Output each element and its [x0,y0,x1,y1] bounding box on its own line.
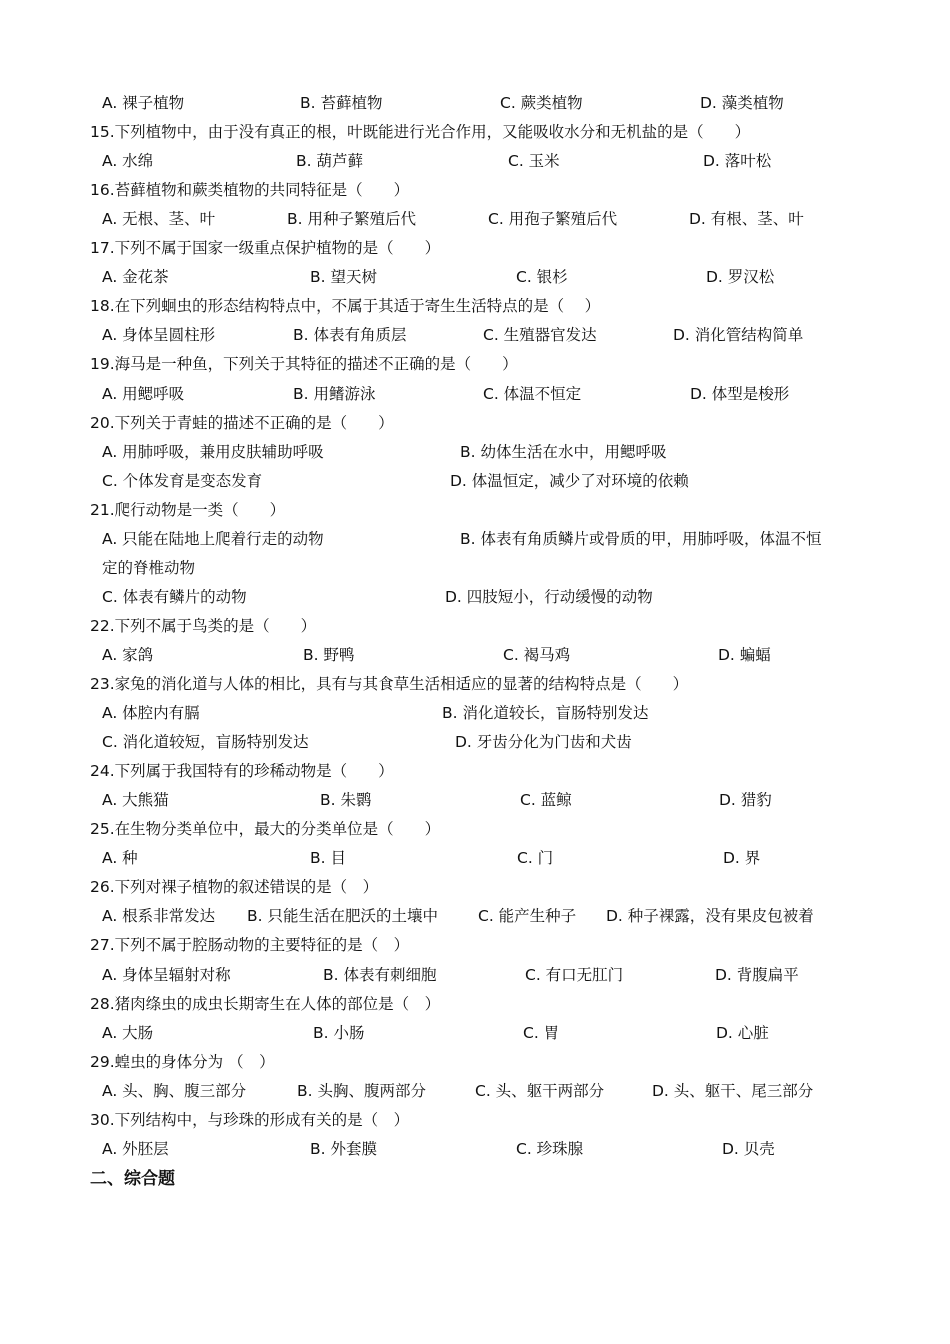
answer-option: A. 裸子植物 [102,94,185,112]
answer-option: A. 体腔内有膈 [102,704,200,723]
answer-option: B. 望天树 [310,268,377,287]
question-stem [0,1047,950,1077]
answer-option: A. 根系非常发达 [102,907,216,926]
answer-option: C. 能产生种子 [478,907,577,926]
answer-option: D. 蝙蝠 [718,645,771,664]
answer-option: B. 幼体生活在水中，用鳃呼吸 [460,442,667,461]
answer-option: B. 体表有角质鳞片或骨质的甲，用肺呼吸，体温不恒 [460,529,822,548]
answer-option: A. 用肺呼吸，兼用皮肤辅助呼吸 [102,442,324,461]
answer-option: A. 身体呈圆柱形 [102,326,216,345]
options-row [0,466,950,496]
question-stem [0,611,950,641]
answer-option: D. 体温恒定，减少了对环境的依赖 [450,471,689,490]
options-row [0,1018,950,1048]
question-text: 29.蝗虫的身体分为 （ ） [90,1052,275,1071]
question-text: 26.下列对裸子植物的叙述错误的是（ ） [90,878,379,897]
options-row [0,204,950,234]
options-row [0,960,950,990]
answer-option: B. 用鳍游泳 [293,384,376,403]
question-text: 17.下列不属于国家一级重点保护植物的是（ ） [90,239,441,258]
answer-option: A. 大肠 [102,1023,154,1042]
answer-option: C. 有口无肛门 [525,965,624,984]
question-text: 19.海马是一种鱼，下列关于其特征的描述不正确的是（ ） [90,355,518,374]
answer-option: D. 心脏 [716,1023,769,1042]
answer-option: C. 体温不恒定 [483,384,582,403]
question-stem [0,669,950,699]
question-stem [0,989,950,1019]
answer-option: A. 家鸽 [102,645,154,664]
answer-option: A. 水绵 [102,152,154,171]
question-stem [0,291,950,321]
answer-option: C. 蓝鲸 [520,791,572,810]
answer-option: D. 猎豹 [719,791,772,810]
answer-option: B. 消化道较长，盲肠特别发达 [442,704,649,723]
options-row [0,582,950,612]
answer-option: D. 落叶松 [703,152,772,171]
options-row [0,901,950,931]
options-row [0,698,950,728]
question-text: 15.下列植物中，由于没有真正的根，叶既能进行光合作用，又能吸收水分和无机盐的是（ ） [90,123,751,142]
options-row [0,262,950,292]
answer-option: C. 银杉 [516,268,568,287]
answer-option: B. 用种子繁殖后代 [287,210,416,229]
options-row [0,785,950,815]
question-text: 30.下列结构中，与珍珠的形成有关的是（ ） [90,1110,410,1129]
answer-option: C. 体表有鳞片的动物 [102,587,247,606]
question-text: 21.爬行动物是一类（ ） [90,500,286,519]
question-text: 22.下列不属于鸟类的是（ ） [90,616,317,635]
options-row [0,524,950,554]
answer-option: C. 个体发育是变态发育 [102,471,263,490]
answer-option: A. 身体呈辐射对称 [102,965,231,984]
answer-option: A. 种 [102,849,138,868]
option-continuation [0,553,950,583]
answer-option: D. 四肢短小，行动缓慢的动物 [445,587,653,606]
options-row [0,379,950,409]
question-stem [0,175,950,205]
answer-option: D. 体型是梭形 [690,384,790,403]
options-row [0,640,950,670]
options-row [0,1076,950,1106]
question-text: 20.下列关于青蛙的描述不正确的是（ ） [90,413,394,432]
question-stem [0,117,950,147]
options-row [0,437,950,467]
question-stem [0,930,950,960]
question-stem [0,814,950,844]
answer-option: B. 头胸、腹两部分 [297,1081,426,1100]
answer-option: C. 蕨类植物 [500,94,583,112]
options-row [0,88,950,118]
answer-option: D. 藻类植物 [700,94,784,112]
question-stem [0,1105,950,1135]
answer-option: B. 体表有刺细胞 [323,965,437,984]
answer-option: C. 消化道较短，盲肠特别发达 [102,733,309,752]
answer-option: A. 头、胸、腹三部分 [102,1081,247,1100]
answer-option: C. 褐马鸡 [503,645,571,664]
answer-option: B. 只能生活在肥沃的土壤中 [247,907,438,926]
answer-option: D. 种子裸露，没有果皮包被着 [606,907,814,926]
question-stem [0,495,950,525]
question-text: 18.在下列蛔虫的形态结构特点中，不属于其适于寄生生活特点的是（ ） [90,297,601,316]
section-title: 二、综合题 [90,1169,175,1189]
answer-option: D. 背腹扁平 [715,965,799,984]
question-stem [0,233,950,263]
answer-option: D. 界 [723,849,761,868]
question-stem [0,349,950,379]
question-text: 27.下列不属于腔肠动物的主要特征的是（ ） [90,936,410,955]
options-row [0,320,950,350]
option-continuation-text: 定的脊椎动物 [102,558,196,577]
answer-option: A. 只能在陆地上爬着行走的动物 [102,529,324,548]
answer-option: C. 胃 [523,1023,560,1042]
answer-option: C. 珍珠腺 [516,1139,584,1158]
answer-option: C. 用孢子繁殖后代 [488,210,618,229]
answer-option: B. 目 [310,849,346,868]
answer-option: A. 用鳃呼吸 [102,384,185,403]
options-row [0,146,950,176]
question-text: 23.家兔的消化道与人体的相比，具有与其食草生活相适应的显著的结构特点是（ ） [90,675,689,693]
answer-option: A. 无根、茎、叶 [102,210,216,229]
answer-option: A. 外胚层 [102,1139,169,1158]
answer-option: D. 贝壳 [722,1139,775,1158]
answer-option: C. 玉米 [508,152,560,171]
answer-option: D. 有根、茎、叶 [689,210,804,229]
answer-option: B. 体表有角质层 [293,326,407,345]
answer-option: D. 消化管结构简单 [673,326,804,345]
question-stem [0,756,950,786]
question-text: 16.苔藓植物和蕨类植物的共同特征是（ ） [90,181,410,200]
answer-option: D. 罗汉松 [706,268,775,287]
answer-option: B. 朱鹮 [320,791,372,810]
question-stem [0,408,950,438]
question-text: 25.在生物分类单位中，最大的分类单位是（ ） [90,820,441,839]
answer-option: A. 金花茶 [102,268,169,287]
answer-option: C. 头、躯干两部分 [475,1081,605,1100]
answer-option: B. 小肠 [313,1023,365,1042]
options-row [0,1134,950,1164]
question-text: 28.猪肉绦虫的成虫长期寄生在人体的部位是（ ） [90,994,441,1013]
options-row [0,843,950,873]
answer-option: A. 大熊猫 [102,791,169,810]
answer-option: D. 牙齿分化为门齿和犬齿 [455,733,632,752]
answer-option: B. 苔藓植物 [300,94,383,112]
question-stem [0,872,950,902]
answer-option: B. 野鸭 [303,645,355,664]
question-text: 24.下列属于我国特有的珍稀动物是（ ） [90,762,394,781]
answer-option: B. 葫芦藓 [296,152,363,171]
answer-option: D. 头、躯干、尾三部分 [652,1081,814,1100]
answer-option: C. 门 [517,849,554,868]
answer-option: B. 外套膜 [310,1139,377,1158]
options-row [0,727,950,757]
answer-option: C. 生殖器官发达 [483,326,597,345]
